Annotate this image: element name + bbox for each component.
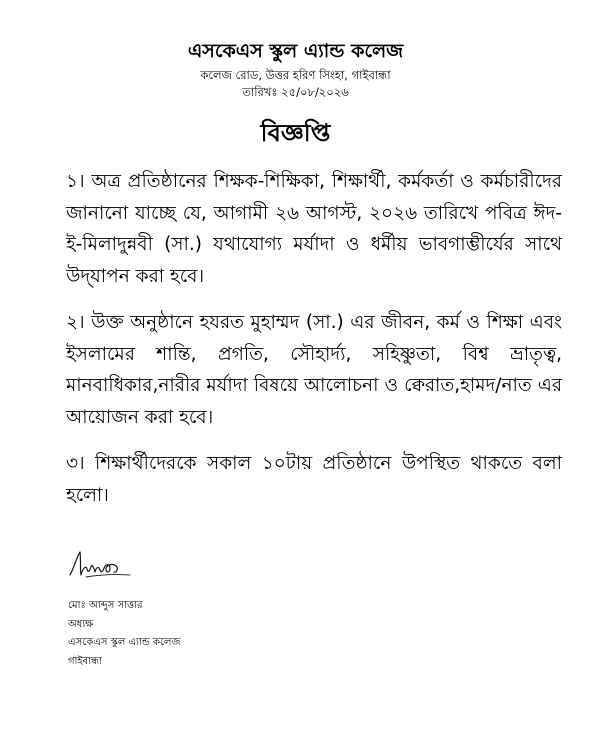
signatory-name: মোঃ আব্দুস সাত্তার <box>68 600 143 611</box>
notice-paragraph-2: ২। উক্ত অনুষ্ঠানে হযরত মুহাম্মদ (সা.) এর জীবন, কর্ম ও শিক্ষা এবং ইসলামের শান্তি, প্রগতি, সৌহার্দ্য, সহিষ্ণুতা, বিশ্ব ভ্রাতৃত্ব, মানবাধিকার,নারীর মর্যাদা বিষয়ে আলোচনা ও ক্বেরাত,হামদ/নাত এর আয়োজন করা হবে। <box>66 312 562 428</box>
notice-paragraph-3: ৩। শিক্ষার্থীদেরকে সকাল ১০টায় প্রতিষ্ঠানে উপস্থিত থাকতে বলা হলো। <box>66 453 562 506</box>
notice-body <box>66 166 562 526</box>
signatory-block <box>68 597 180 671</box>
signatory-institution: এসকেএস স্কুল এ্যান্ড কলেজ <box>68 637 181 648</box>
notice-title: বিজ্ঞপ্তি <box>260 119 331 147</box>
institution-name: এসকেএস স্কুল এ্যান্ড কলেজ <box>187 40 404 62</box>
notice-paragraph-1: ১। অত্র প্রতিষ্ঠানের শিক্ষক-শিক্ষিকা, শিক্ষার্থী, কর্মকর্তা ও কর্মচারীদের জানানো যাচ্ছে যে, আগামী ২৬ আগস্ট, ২০২৬ তারিখে পবিত্র ঈদ-ই-মিলাদুন্নবী (সা.) যথাযোগ্য মর্যাদা ও ধর্মীয় ভাবগাম্ভীর্যের সাথে উদ্‌যাপন করা হবে। <box>66 171 562 287</box>
signatory-designation: অধ্যক্ষ <box>68 618 94 630</box>
handwritten-signature <box>68 548 138 582</box>
notice-date: তারিখঃ ২৫/০৮/২০২৬ <box>242 85 349 99</box>
signatory-district: গাইবান্ধা <box>68 655 102 667</box>
institution-address: কলেজ রোড, উত্তর হরিণ সিংহা, গাইবান্ধা <box>200 68 391 82</box>
letterhead <box>0 38 591 100</box>
